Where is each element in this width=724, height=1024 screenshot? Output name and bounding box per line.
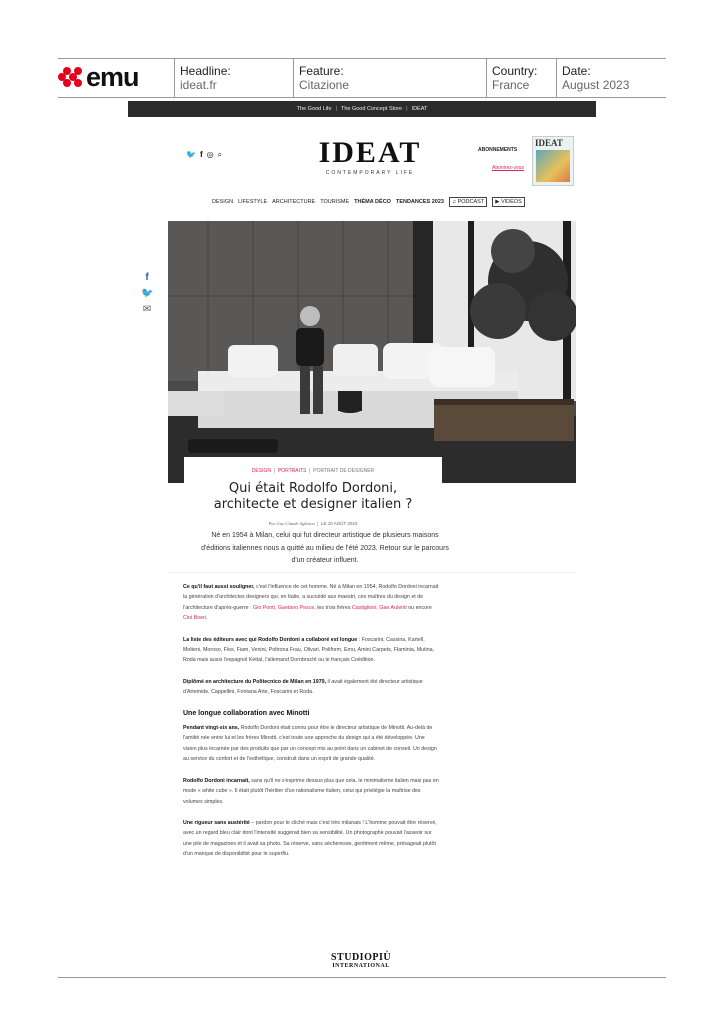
- byline-date: LE 10 AOÛT 2023: [320, 521, 358, 526]
- site-social-icons: [186, 150, 222, 160]
- article-body: [183, 582, 439, 871]
- brand-name: IDEAT: [318, 136, 422, 169]
- search-icon[interactable]: ⌕: [217, 150, 223, 159]
- country-value: France: [492, 78, 530, 92]
- flower-icon: [58, 66, 84, 88]
- link-castiglioni-aulenti[interactable]: Castiglioni, Gae Aulenti: [351, 604, 407, 611]
- crumb-portrait-designer[interactable]: PORTRAIT DE DESIGNER: [313, 468, 375, 474]
- paragraph: Rodolfo Dordoni incarnait, sans qu'il ne s'exprime dessus plus que cela, le minimalisme italien mais pas en mode « white cube ». Il était plutôt l'héritier d'un rationalisme italien, celui qui privilégie la maîtrise des volumes simples.: [183, 777, 439, 805]
- magazine-cover[interactable]: [532, 136, 574, 186]
- article-title-card: [184, 457, 442, 529]
- magazine-title: IDEAT: [535, 138, 563, 148]
- studiopiu-logo: STUDIOPIÙ INTERNATIONAL: [331, 952, 392, 969]
- feature-value: Citazione: [299, 78, 350, 92]
- abonnez-vous-link[interactable]: Abonnez-vous: [492, 165, 524, 171]
- nav-videos[interactable]: ▶ VIDÉOS: [492, 197, 525, 207]
- section-heading: Une longue collaboration avec Minotti: [183, 709, 310, 717]
- breadcrumb: DESIGN | PORTRAITS | PORTRAIT DE DESIGNER: [251, 468, 375, 474]
- twitter-share-icon[interactable]: 🐦: [141, 288, 154, 299]
- headline-label: Headline:: [180, 64, 231, 78]
- byline-author: Par Guy-Claude Agboton: [268, 521, 315, 526]
- facebook-share-icon[interactable]: f: [145, 272, 149, 283]
- country-cell: [486, 59, 556, 97]
- share-bar: [141, 272, 153, 320]
- topbar-link-good-life[interactable]: The Good Life: [296, 106, 332, 112]
- nav-tourisme[interactable]: TOURISME: [320, 199, 350, 205]
- nav-architecture[interactable]: ARCHITECTURE: [272, 199, 316, 205]
- date-label: Date:: [562, 64, 591, 78]
- feature-cell: [293, 59, 485, 97]
- paragraph: La liste des éditeurs avec qui Rodolfo Dordoni a collaboré est longue : Foscarini, Cassina, Kartell, Molteni, Moroso, Flos, Fiam, Venini, Poltrona Frau, Olivari, Poliform, Emu, Amini Carpets, Flaminia, Mutina, Roda mais aussi l'espagnol Kettal, l'allemand Dornbracht ou le français Coédition.: [183, 636, 435, 664]
- article-lede: Né en 1954 à Milan, celui qui fut directeur artistique de plusieurs maisons d'éditions italiennes nous a quitté au milieu de l'été 2023. Retour sur le parcours d'un créateur influent.: [201, 532, 449, 564]
- article-title: Qui était Rodolfo Dordoni, architecte et designer italien ?: [213, 481, 413, 512]
- divider: [168, 572, 576, 573]
- article-byline: Par Guy-Claude Agboton | LE 10 AOÛT 2023: [268, 521, 358, 526]
- hero-photo: [168, 221, 576, 483]
- site-brand[interactable]: [300, 138, 440, 176]
- topbar-link-ideat[interactable]: IDEAT: [411, 106, 428, 112]
- instagram-icon[interactable]: ◎: [206, 150, 214, 159]
- facebook-icon[interactable]: f: [199, 150, 203, 159]
- feature-label: Feature:: [299, 64, 344, 78]
- email-share-icon[interactable]: ✉: [142, 304, 152, 315]
- crumb-design[interactable]: DESIGN: [251, 468, 271, 474]
- headline-cell: [174, 59, 293, 97]
- link-cini-boeri[interactable]: Cini Boeri: [183, 615, 206, 622]
- twitter-icon[interactable]: 🐦: [186, 150, 196, 159]
- main-nav: [212, 197, 542, 207]
- nav-lifestyle[interactable]: LIFESTYLE: [238, 199, 268, 205]
- paragraph: Diplômé en architecture du Politecnico de Milan en 1979, il avait également été directeur artistique d'Artemide, Cappellini, Fontana Arte, Foscarini et Roda.: [183, 678, 423, 696]
- nav-design[interactable]: DESIGN: [212, 199, 234, 205]
- site-topbar: The Good Life | The Good Concept Store | IDEAT: [128, 101, 596, 117]
- crumb-portraits[interactable]: PORTRAITS: [277, 468, 307, 474]
- country-label: Country:: [492, 64, 538, 78]
- nav-thema-deco[interactable]: THÉMA DÉCO: [354, 199, 391, 205]
- emu-logo-text: emu: [86, 62, 139, 92]
- paragraph: Une rigueur sans austérité – pardon pour le cliché mais c'est très milanais ! L'homme pouvait être réservé, avec un regard bleu clair dont l'intensité suggérait bien sa sensibilité. Un photographe pouvait l'asseoir sur une pile de magazines et il avait sa photo. Sa réserve, sans sécheresse, gentiment même, présageait plutôt d'un manque de disponibilité pour le superflu.: [183, 819, 437, 858]
- paragraph: Ce qu'il faut aussi souligner, c'est l'influence de cet homme. Né à Milan en 1954, Rodolfo Dordoni incarnait la génération d'architectes designers qui, en Italie, a succédé aux maestri, ces maîtres du design et de l'architecture d'après-guerre : Gio Ponti, Gaetano Pesce, les trois frères Castiglioni, Gae Aulenti ou encore Cini Boeri.: [183, 584, 439, 622]
- magazine-cover-image: [536, 150, 570, 182]
- abonnements-label: ABONNEMENTS: [478, 147, 518, 153]
- link-ponti-pesce[interactable]: Gio Ponti, Gaetano Pesce: [253, 604, 315, 611]
- headline-value: ideat.fr: [180, 78, 217, 92]
- paragraph: Pendant vingt-six ans, Rodolfo Dordoni était connu pour être le directeur artistique de Minotti. Au-delà de l'amitié née entre lui et les frères Minotti, c'est toute une approche du design qui a été développée. Une vision plus incarnée par des produits que par un concept mis au point dans un cabinet de conseil. Un design au service du confort et de l'esthétique, construit dans un esprit de grande qualité.: [183, 725, 437, 763]
- clipping-header: [58, 58, 666, 98]
- headphones-icon: ♫: [451, 199, 458, 205]
- topbar-link-concept-store[interactable]: The Good Concept Store: [340, 106, 403, 112]
- date-value: August 2023: [562, 78, 630, 92]
- play-icon: ▶: [495, 199, 501, 205]
- date-cell: [556, 59, 666, 97]
- footer-divider: [58, 977, 666, 978]
- emu-logo: [58, 62, 139, 92]
- nav-podcast[interactable]: ♫ PODCAST: [449, 197, 487, 207]
- brand-tagline: CONTEMPORARY LIFE: [325, 170, 415, 176]
- nav-tendances[interactable]: TENDANCES 2023: [395, 199, 444, 205]
- hero-photo-illustration: [168, 221, 576, 483]
